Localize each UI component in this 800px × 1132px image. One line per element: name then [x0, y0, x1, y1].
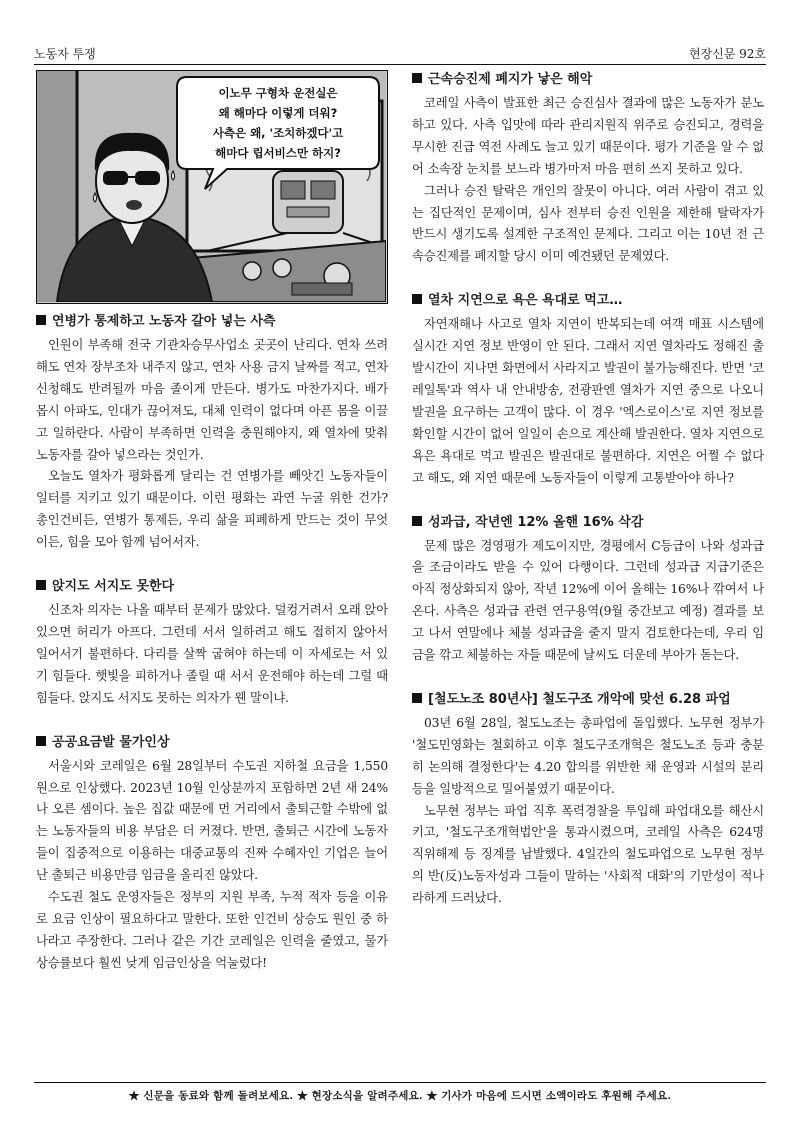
article-promotion: [412, 70, 764, 268]
square-bullet-icon: [412, 516, 422, 526]
page-footer: ★ 신문을 동료와 함께 돌려보세요. ★ 현장소식을 알려주세요. ★ 기사가 마음에 드시면 소액이라도 후원해 주세요.: [128, 1090, 672, 1102]
article-paragraph: 오늘도 열차가 평화롭게 달리는 건 연병가를 빼앗긴 노동자들이 일터를 지키고 있기 때문이다. 이런 평화는 과연 누굴 위한 건가? 총인건비든, 연병가 통제든, 우리 삶을 피폐하게 만드는 것이 무엇이든, 힘을 모아 함께 넘어서자.: [36, 469, 388, 550]
article-history: [412, 690, 764, 910]
square-bullet-icon: [412, 73, 422, 83]
article-paragraph: 수도권 철도 운영자들은 정부의 지원 부족, 누적 적자 등을 이유로 요금 인상이 필요하다고 말한다. 또한 인건비 상승도 원인 중 하나라고 주장한다. 그러나 같은 기간 코레일은 인력을 줄였고, 물가상승률보다 훨씬 낮게 임금인상을 억눌렀다!: [36, 890, 388, 970]
article-seat: [36, 577, 388, 710]
article-heading: 연병가 통제하고 노동자 갈아 넣는 사측: [36, 312, 388, 332]
footer-rule: [34, 1082, 766, 1083]
driver-cab-illustration: [37, 71, 386, 302]
article-heading: 공공요금발 물가인상: [36, 733, 388, 753]
header-rule: [34, 64, 766, 65]
speech-line-3: 사측은 왜, '조치하겠다'고: [212, 126, 344, 140]
article-paragraph: 그러나 승진 탈락은 개인의 잘못이 아니다. 여러 사람이 겪고 있는 집단적인 문제이며, 심사 전부터 승진 인원을 제한해 탈락자가 반드시 생기도록 설계한 구조적인 문제다. 그리고 이는 10년 전 근속승진제를 폐지할 당시 이미 예견됐던 문제였다.: [412, 183, 764, 264]
article-heading: 앉지도 서지도 못한다: [36, 577, 388, 597]
article-sick-leave: [36, 312, 388, 554]
comic-illustration: [36, 70, 388, 304]
speech-line-4: 해마다 립서비스만 하지?: [215, 146, 341, 160]
square-bullet-icon: [412, 693, 422, 703]
square-bullet-icon: [412, 294, 422, 304]
article-fare: [36, 733, 388, 975]
square-bullet-icon: [36, 580, 46, 590]
article-heading: 열차 지연으로 욕은 욕대로 먹고…: [412, 291, 764, 311]
right-column: [412, 70, 764, 910]
article-paragraph: 노무현 정부는 파업 직후 폭력경찰을 투입해 파업대오를 해산시키고, '철도구조개혁법안'을 통과시켰으며, 코레일 사측은 624명 직위해제 등 징계를 남발했다. 4일간의 철도파업으로 노무현 정부의 반(反)노동자성과 그들이 말하는 '사회적 대화'의 기만성이 적나라하게 드러났다.: [412, 803, 764, 906]
article-paragraph: 자연재해나 사고로 열차 지연이 반복되는데 여객 매표 시스템에 실시간 지연 정보 반영이 안 된다. 그래서 지연 열차라도 정해진 출발시간이 지나면 화면에서 사라지고 발권이 불가능해진다. 반면 '코레일톡'과 역사 내 안내방송, 전광판엔 열차가 지연 중으로 나오니 발권을 요구하는 고객이 많다. 이 경우 '엑스로이스'로 지연 정보를 확인할 시간이 없어 일일이 손으로 계산해 발권한다. 열차 지연으로 욕은 욕대로 먹고 발권은 발권대로 불편하다. 지연은 어쩔 수 없다고 해도, 왜 지연 때문에 노동자들이 이렇게 고통받아야 하나?: [412, 317, 764, 485]
square-bullet-icon: [36, 315, 46, 325]
article-paragraph: 03년 6월 28일, 철도노조는 총파업에 돌입했다. 노무현 정부가 '철도민영화는 철회하고 이후 철도구조개혁은 철도노조 등과 충분히 논의해 결정한다'는 4.20 합의를 위반한 채 운영과 시설의 분리 등을 일방적으로 밀어붙였기 때문이다.: [412, 715, 764, 796]
article-heading: [철도노조 80년사] 철도구조 개악에 맞선 6.28 파업: [412, 690, 764, 710]
speech-line-2: 왜 해마다 이렇게 더워?: [218, 106, 338, 120]
square-bullet-icon: [36, 736, 46, 746]
article-paragraph: 인원이 부족해 전국 기관차승무사업소 곳곳이 난리다. 연차 쓰려 해도 연차 장부조차 내주지 않고, 연차 사용 금지 날짜를 적고, 연차 신청해도 반려될까 마음 졸이게 만든다. 병가도 마찬가지다. 배가 몹시 아파도, 인대가 끊어져도, 대체 인력이 없다며 아픈 몸을 이끌고 일하란다. 사람이 부족하면 인력을 충원해야지, 왜 열차에 맞춰 노동자를 갈아 넣으라는 것인가.: [36, 338, 388, 462]
article-paragraph: 서울시와 코레일은 6월 28일부터 수도권 지하철 요금을 1,550원으로 인상했다. 2023년 10월 인상분까지 포함하면 2년 새 24%나 오른 셈이다. 높은 집값 때문에 먼 거리에서 출퇴근할 수밖에 없는 노동자들의 비용 부담은 더 커졌다. 반면, 출퇴근 시간에 노동자들이 집중적으로 이용하는 대중교통의 진짜 수혜자인 기업은 늘어난 출퇴근 비용만큼 임금을 올리진 않았다.: [36, 758, 388, 883]
issue-number: 현장신문 92호: [688, 47, 766, 61]
article-bonus: [412, 513, 764, 667]
article-heading: 성과급, 작년엔 12% 올핸 16% 삭감: [412, 513, 764, 533]
page-header: [34, 40, 766, 62]
article-delay: [412, 291, 764, 489]
article-paragraph: 신조차 의자는 나올 때부터 문제가 많았다. 덜컹거려서 오래 앉아 있으면 허리가 아프다. 그런데 서서 일하려고 해도 접히지 않아서 일어서기 불편하다. 다리를 살짝 굽혀야 하는데 이 자세로는 서 있기 힘들다. 햇빛을 피하거나 졸릴 때 서서 운전해야 하는데 그럴 때 힘들다. 앉지도 서지도 못하는 의자가 웬 말이냐.: [36, 603, 388, 705]
article-paragraph: 문제 많은 경영평가 제도이지만, 경평에서 C등급이 나와 성과급을 조금이라도 받을 수 있어 다행이다. 그런데 성과급 지급기준은 아직 정상화되지 않아, 작년 12%에 이어 올해는 16%나 깎여서 나온다. 사측은 성과급 관련 연구용역(9월 중간보고 예정) 결과를 보고 나서 연말에나 체불 성과급을 줄지 말지 검토한다는데, 우리 임금을 깎고 체불하는 자들 때문에 날씨도 더운데 부아가 돋는다.: [412, 538, 764, 663]
left-column: [36, 70, 388, 975]
publisher-name: 노동자 투쟁: [34, 47, 96, 61]
article-heading: 근속승진제 폐지가 낳은 해악: [412, 70, 764, 90]
speech-line-1: 이노무 구형차 운전실은: [218, 86, 338, 100]
article-paragraph: 코레일 사측이 발표한 최근 승진심사 결과에 많은 노동자가 분노하고 있다. 사측 입맛에 따라 관리지원직 위주로 승진되고, 경력을 무시한 진급 역전 사례도 늘고 있기 때문이다. 평가 기준을 알 수 없어 소속장 눈치를 보느라 병가마저 마음 편히 쓰지 못하고 있다.: [412, 96, 764, 176]
